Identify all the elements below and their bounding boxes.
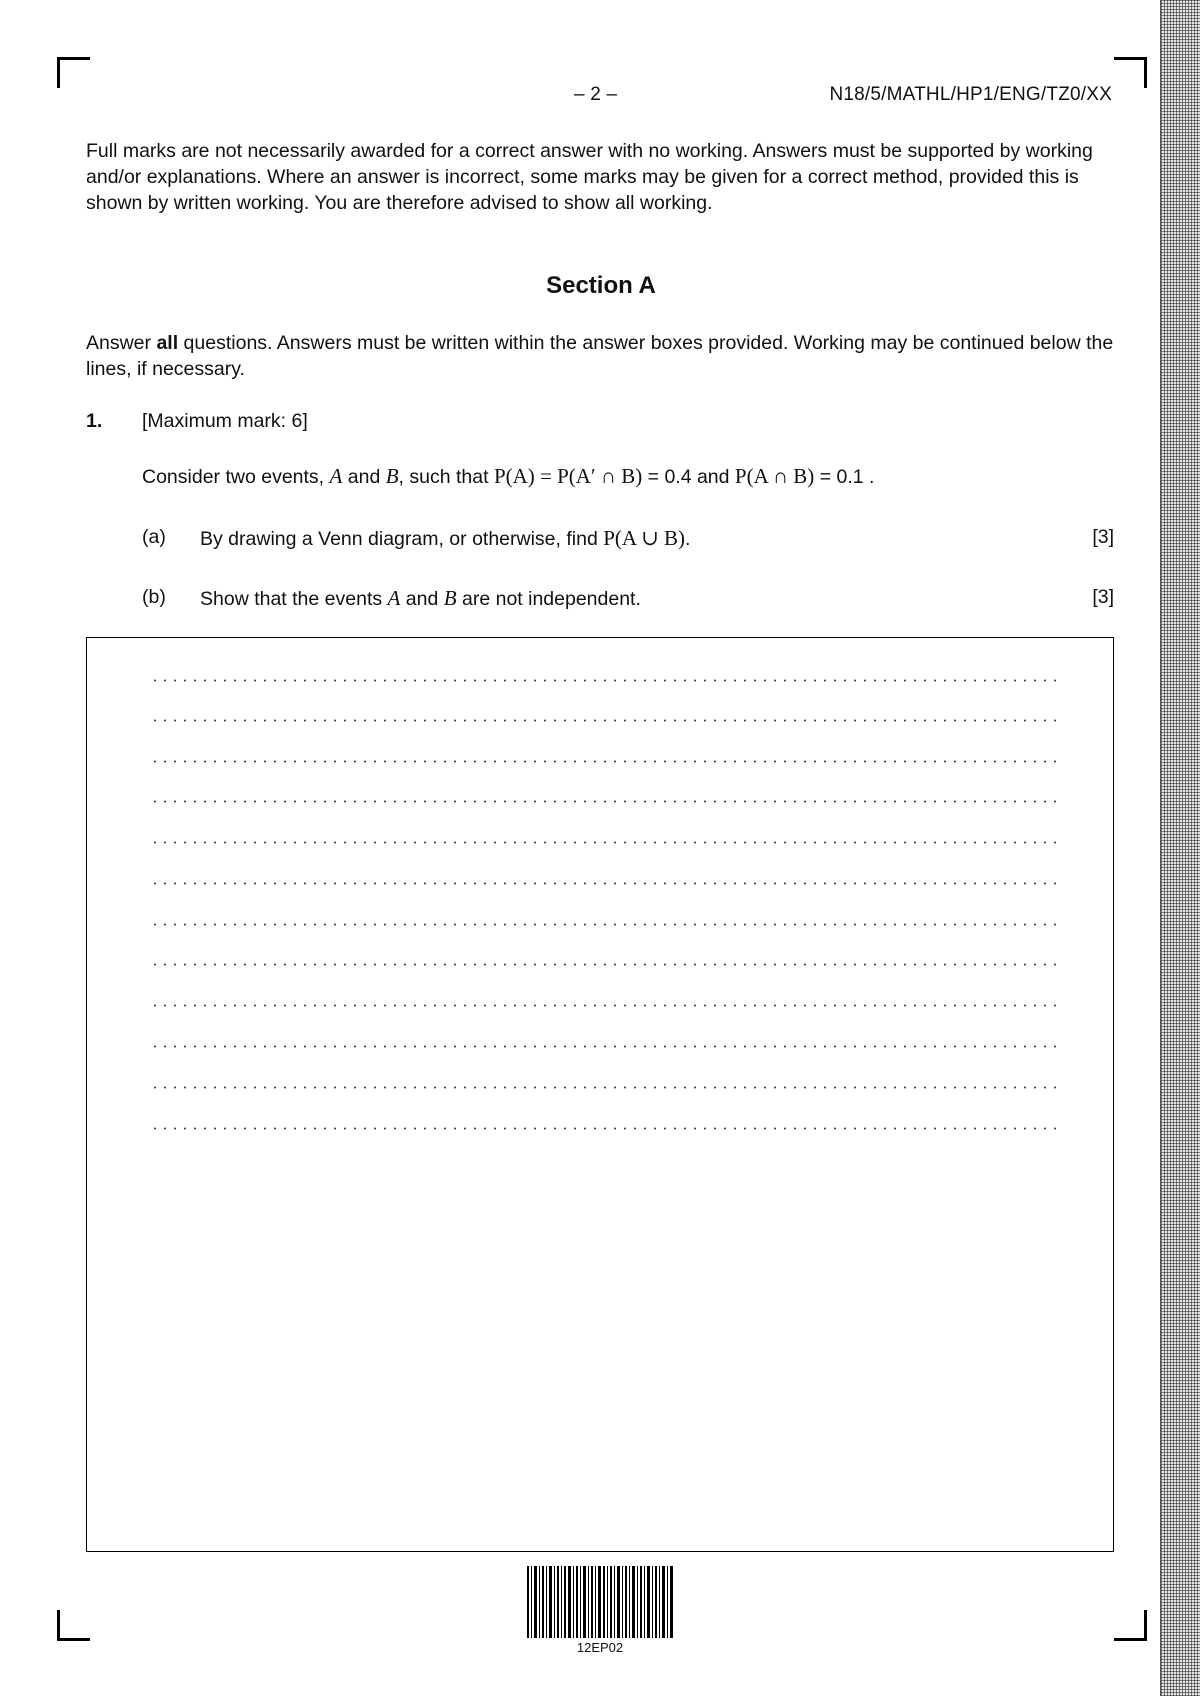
barcode (527, 1566, 673, 1638)
answer-line[interactable] (150, 679, 1056, 682)
question-max-mark: [Maximum mark: 6] (142, 410, 308, 432)
paper-code: N18/5/MATHL/HP1/ENG/TZ0/XX (829, 84, 1112, 105)
answer-line[interactable] (150, 1127, 1056, 1130)
part-a-label: (a) (142, 526, 166, 548)
part-a-text: By drawing a Venn diagram, or otherwise, find P(A ∪ B). (200, 526, 691, 550)
page-edge-pattern (1160, 0, 1200, 1696)
answer-line[interactable] (150, 841, 1056, 844)
answer-line[interactable] (150, 1086, 1056, 1089)
answer-line[interactable] (150, 923, 1056, 926)
question-stem: Consider two events, A and B, such that P(A) = P(A′ ∩ B) = 0.4 and P(A ∩ B) = 0.1 . (142, 464, 875, 488)
crop-mark-top-right (1114, 57, 1147, 88)
question-number: 1. (86, 410, 103, 432)
answer-line[interactable] (150, 1004, 1056, 1007)
part-b-marks: [3] (1092, 586, 1114, 608)
barcode-label: 12EP02 (576, 1640, 624, 1655)
crop-mark-bottom-right (1114, 1610, 1147, 1641)
section-instructions: Answer all questions. Answers must be written within the answer boxes provided. Working may be continued below the lines, if necessary. (86, 332, 1114, 380)
answer-line[interactable] (150, 719, 1056, 722)
answer-line[interactable] (150, 760, 1056, 763)
part-a-marks: [3] (1092, 526, 1114, 548)
working-instructions: Full marks are not necessarily awarded for a correct answer with no working. Answers must be supported by working and/or explanations. Where an answer is incorrect, some marks may be given for a correct method, provided this is shown by written working. You are therefore advised to show all working. (86, 140, 1093, 214)
answer-line[interactable] (150, 1045, 1056, 1048)
part-b-text: Show that the events A and B are not independent. (200, 586, 641, 610)
crop-mark-bottom-left (57, 1610, 90, 1641)
answer-line[interactable] (150, 963, 1056, 966)
part-b-label: (b) (142, 586, 166, 608)
answer-box[interactable] (86, 637, 1114, 1552)
answer-line[interactable] (150, 882, 1056, 885)
crop-mark-top-left (57, 57, 90, 88)
answer-line[interactable] (150, 800, 1056, 803)
page-number: – 2 – (574, 84, 618, 105)
section-title: Section A (546, 272, 656, 299)
